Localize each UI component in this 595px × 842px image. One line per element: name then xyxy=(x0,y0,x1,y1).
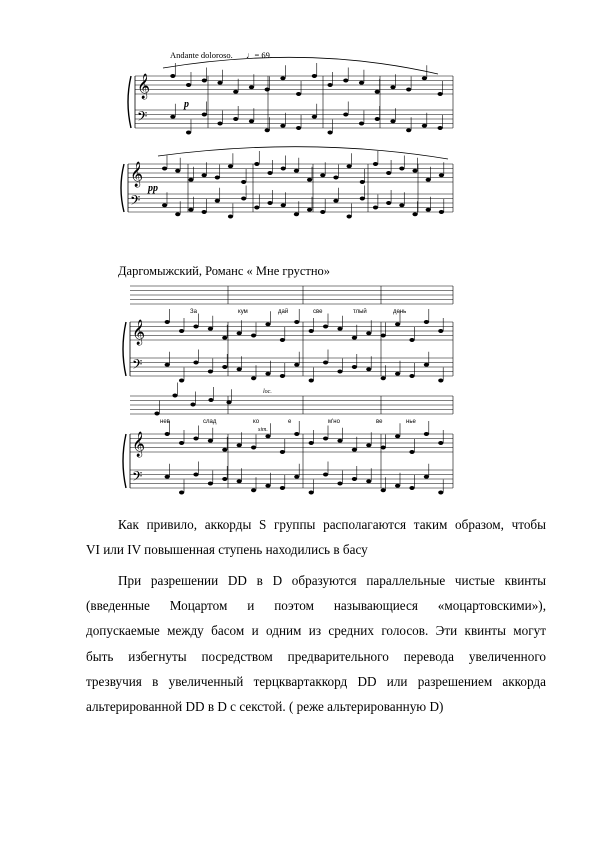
note-head xyxy=(352,365,357,369)
metronome-marking: ♩= 69. xyxy=(246,50,273,60)
lyric-syllable: ко xyxy=(253,419,260,425)
note-head xyxy=(307,208,312,212)
score-excerpt-1 xyxy=(118,44,463,224)
note-head xyxy=(193,325,198,329)
paragraph-line: (введенные Моцартом и поэтом называющиеся «моцартовскими»), xyxy=(86,598,546,614)
paragraph-line: Как привило, аккорды S группы располагаются таким образом, чтобы xyxy=(118,517,546,532)
note-head xyxy=(409,338,414,342)
note-head xyxy=(337,370,342,374)
note-head xyxy=(352,448,357,452)
paragraph-line: трезвучия в увеличенный терцквартаккорд DD или разрешением аккорда xyxy=(86,673,546,689)
paragraph-1 xyxy=(86,512,546,562)
note-head xyxy=(439,173,444,177)
note-head xyxy=(323,437,328,441)
note-head xyxy=(307,178,312,182)
note-head xyxy=(265,372,270,376)
note-head xyxy=(381,446,386,450)
note-head xyxy=(439,210,444,214)
lyric-syllable: За xyxy=(190,309,197,315)
performance-mark: loc. xyxy=(263,389,272,395)
note-head xyxy=(381,334,386,338)
note-head xyxy=(395,372,400,376)
note-head xyxy=(438,491,443,495)
note-head xyxy=(360,197,365,201)
bass-clef: 𝄢 xyxy=(130,192,141,212)
note-head xyxy=(426,208,431,212)
note-head xyxy=(280,338,285,342)
note-head xyxy=(390,85,395,89)
note-head xyxy=(406,88,411,92)
note-head xyxy=(154,412,159,416)
note-head xyxy=(320,210,325,214)
note-head xyxy=(359,122,364,126)
bass-clef: 𝄢 xyxy=(132,356,143,376)
note-head xyxy=(190,403,195,407)
note-head xyxy=(237,479,242,483)
note-head xyxy=(193,361,198,365)
lyric-syllable: све xyxy=(313,309,323,315)
note-head xyxy=(409,374,414,378)
note-head xyxy=(359,81,364,85)
note-head xyxy=(267,171,272,175)
note-head xyxy=(179,491,184,495)
note-head xyxy=(296,126,301,130)
note-head xyxy=(215,199,220,203)
note-head xyxy=(170,74,175,78)
note-head xyxy=(208,370,213,374)
note-head xyxy=(280,450,285,454)
note-head xyxy=(208,482,213,486)
brace xyxy=(123,322,126,376)
note-head xyxy=(424,475,429,479)
lyric-syllable: слад xyxy=(203,419,217,425)
note-head xyxy=(438,329,443,333)
note-head xyxy=(412,212,417,216)
lyric-syllable: кум xyxy=(238,309,248,315)
note-head xyxy=(217,122,222,126)
note-head xyxy=(337,482,342,486)
note-head xyxy=(251,376,256,380)
note-head xyxy=(251,488,256,492)
note-head xyxy=(215,176,220,180)
note-head xyxy=(265,128,270,132)
lyric-syllable: м'но xyxy=(328,419,340,425)
lyric-syllable: е xyxy=(288,419,292,425)
paragraph-line: альтерированной DD в D с секстой. ( реже альтерированную D) xyxy=(86,699,444,715)
note-head xyxy=(193,473,198,477)
note-head xyxy=(222,336,227,340)
note-head xyxy=(327,131,332,135)
note-head xyxy=(280,124,285,128)
note-head xyxy=(438,379,443,383)
note-head xyxy=(337,327,342,331)
note-head xyxy=(424,363,429,367)
note-head xyxy=(265,434,270,438)
note-head xyxy=(222,477,227,481)
note-head xyxy=(265,484,270,488)
note-head xyxy=(381,376,386,380)
paragraph-line: быть избегнуты посредством предварительного перевода увеличенного xyxy=(86,648,546,664)
note-head xyxy=(237,331,242,335)
note-head xyxy=(409,486,414,490)
note-head xyxy=(323,325,328,329)
note-head xyxy=(233,90,238,94)
note-head xyxy=(267,201,272,205)
note-head xyxy=(165,432,170,436)
bass-clef: 𝄢 xyxy=(137,108,148,128)
note-head xyxy=(202,79,207,83)
note-head xyxy=(254,206,259,210)
note-head xyxy=(188,178,193,182)
lyric-syllable: день xyxy=(393,309,407,315)
dynamic-p: p xyxy=(184,99,189,110)
lyric-syllable: дай xyxy=(278,309,289,315)
note-head xyxy=(438,441,443,445)
note-head xyxy=(188,208,193,212)
note-head xyxy=(381,488,386,492)
lyric-syllable: ве xyxy=(376,419,383,425)
note-head xyxy=(294,432,299,436)
note-head xyxy=(165,320,170,324)
paragraph-line: допускаемые между басом и одним из средних голосов. Эти квинты могут xyxy=(86,623,546,639)
note-head xyxy=(399,167,404,171)
note-head xyxy=(424,432,429,436)
note-head xyxy=(265,322,270,326)
note-head xyxy=(165,363,170,367)
note-head xyxy=(175,169,180,173)
treble-clef: 𝄞 xyxy=(132,320,146,345)
note-head xyxy=(438,126,443,130)
treble-clef: 𝄞 xyxy=(130,162,144,187)
note-head xyxy=(241,180,246,184)
note-head xyxy=(422,124,427,128)
note-head xyxy=(208,327,213,331)
note-head xyxy=(422,76,427,80)
note-head xyxy=(386,171,391,175)
note-head xyxy=(162,203,167,207)
note-head xyxy=(280,76,285,80)
note-head xyxy=(217,81,222,85)
note-head xyxy=(254,162,259,166)
note-head xyxy=(375,90,380,94)
note-head xyxy=(347,164,352,168)
note-head xyxy=(337,439,342,443)
note-head xyxy=(395,322,400,326)
note-head xyxy=(179,379,184,383)
note-head xyxy=(312,115,317,119)
tempo-marking: Andante doloroso. xyxy=(170,50,233,60)
note-head xyxy=(281,203,286,207)
note-head xyxy=(373,162,378,166)
note-head xyxy=(265,88,270,92)
treble-clef: 𝄞 xyxy=(137,74,151,99)
note-head xyxy=(202,173,207,177)
note-head xyxy=(360,180,365,184)
note-head xyxy=(343,79,348,83)
score-caption: Даргомыжский, Романс « Мне грустно» xyxy=(118,264,331,278)
note-head xyxy=(390,119,395,123)
note-head xyxy=(165,475,170,479)
note-head xyxy=(186,131,191,135)
note-head xyxy=(347,215,352,219)
note-head xyxy=(202,113,207,117)
note-head xyxy=(373,206,378,210)
note-head xyxy=(280,374,285,378)
treble-clef: 𝄞 xyxy=(132,432,146,457)
note-head xyxy=(366,443,371,447)
note-head xyxy=(170,115,175,119)
note-head xyxy=(208,398,213,402)
note-head xyxy=(309,491,314,495)
dynamic-pp: pp xyxy=(148,183,158,194)
note-head xyxy=(294,475,299,479)
note-head xyxy=(249,119,254,123)
note-head xyxy=(395,484,400,488)
note-head xyxy=(409,450,414,454)
lyric-syllable: тлый xyxy=(353,309,367,315)
note-head xyxy=(309,329,314,333)
note-head xyxy=(375,117,380,121)
note-head xyxy=(406,128,411,132)
note-head xyxy=(222,448,227,452)
note-head xyxy=(241,197,246,201)
note-head xyxy=(366,367,371,371)
note-head xyxy=(438,92,443,96)
note-head xyxy=(366,479,371,483)
note-head xyxy=(343,113,348,117)
note-head xyxy=(237,443,242,447)
paragraph-line: При разрешении DD в D образуются параллельные чистые квинты xyxy=(118,573,546,588)
note-head xyxy=(251,334,256,338)
lyric-syllable: нье xyxy=(406,419,416,425)
note-head xyxy=(179,441,184,445)
note-head xyxy=(172,394,177,398)
note-head xyxy=(399,203,404,207)
note-head xyxy=(412,169,417,173)
note-head xyxy=(294,169,299,173)
note-head xyxy=(222,365,227,369)
lyric-syllable: нев xyxy=(160,419,170,425)
performance-mark: sim. xyxy=(258,427,268,433)
note-head xyxy=(333,176,338,180)
note-head xyxy=(251,446,256,450)
note-head xyxy=(366,331,371,335)
note-head xyxy=(294,212,299,216)
note-head xyxy=(175,212,180,216)
note-head xyxy=(320,173,325,177)
brace xyxy=(123,434,126,488)
note-head xyxy=(327,83,332,87)
note-head xyxy=(395,434,400,438)
note-head xyxy=(202,210,207,214)
brace xyxy=(128,76,131,128)
note-head xyxy=(312,74,317,78)
note-head xyxy=(281,167,286,171)
note-head xyxy=(280,486,285,490)
note-head xyxy=(233,117,238,121)
note-head xyxy=(424,320,429,324)
note-head xyxy=(237,367,242,371)
paragraph-2 xyxy=(86,568,546,719)
score-excerpt-2 xyxy=(118,280,463,500)
paragraph-line: VI или IV повышенная ступень находились в басу xyxy=(86,542,368,558)
note-head xyxy=(323,473,328,477)
note-head xyxy=(228,215,233,219)
note-head xyxy=(249,85,254,89)
note-head xyxy=(296,92,301,96)
note-head xyxy=(333,199,338,203)
bass-clef: 𝄢 xyxy=(132,468,143,488)
note-head xyxy=(352,477,357,481)
note-head xyxy=(309,441,314,445)
note-head xyxy=(208,439,213,443)
note-head xyxy=(226,400,231,404)
note-head xyxy=(323,361,328,365)
note-head xyxy=(186,83,191,87)
note-head xyxy=(352,336,357,340)
brace xyxy=(121,164,124,212)
note-head xyxy=(386,201,391,205)
note-head xyxy=(162,167,167,171)
note-head xyxy=(294,320,299,324)
note-head xyxy=(294,363,299,367)
note-head xyxy=(179,329,184,333)
note-head xyxy=(228,164,233,168)
note-head xyxy=(426,178,431,182)
note-head xyxy=(193,437,198,441)
note-head xyxy=(309,379,314,383)
